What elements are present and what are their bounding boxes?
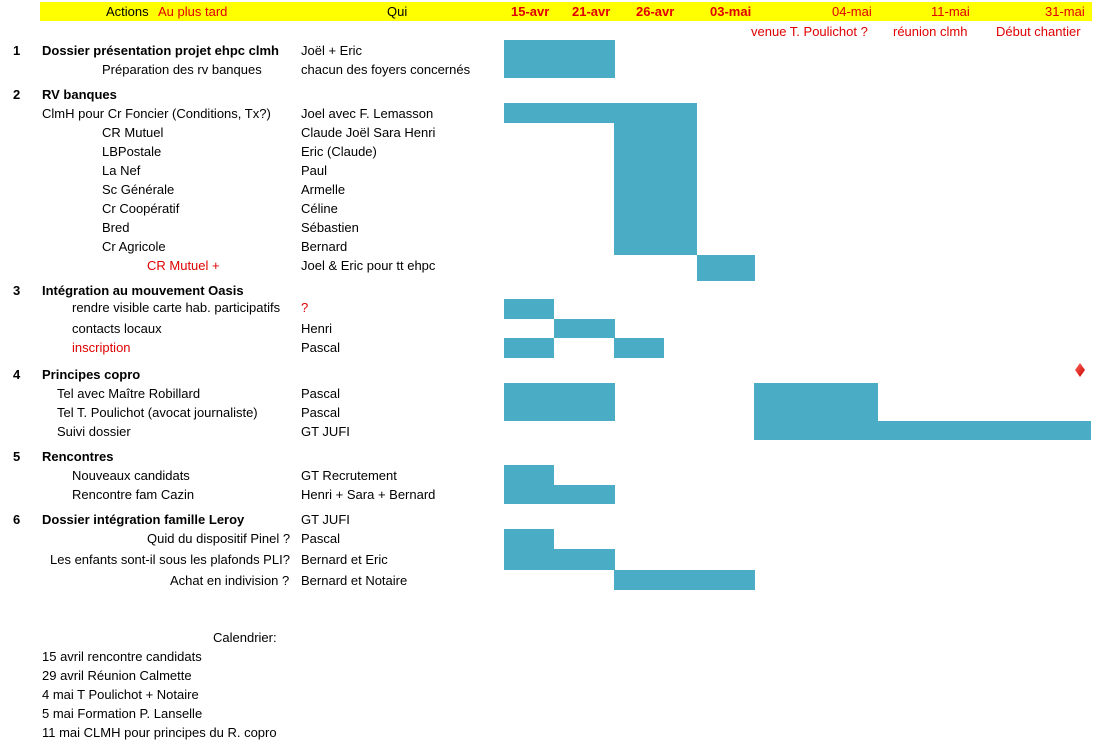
task-label: CR Mutuel +: [147, 258, 220, 273]
calendar-entry: 29 avril Réunion Calmette: [42, 668, 192, 683]
task-owner: Bernard et Eric: [301, 552, 388, 567]
gantt-bar-carte: [504, 299, 554, 319]
header-date-3: 26-avr: [636, 4, 675, 19]
section-number: 3: [13, 283, 21, 298]
red-diamond-icon: [1075, 363, 1085, 377]
task-label: CR Mutuel: [102, 125, 164, 140]
section-number: 2: [13, 87, 21, 102]
event-reunion-clmh: réunion clmh: [893, 24, 968, 39]
task-owner: Henri + Sara + Bernard: [301, 487, 436, 502]
task-owner: GT JUFI: [301, 424, 350, 439]
gantt-bar-section-1: [504, 40, 615, 78]
gantt-bar-cr-mutuel-plus: [697, 255, 755, 281]
calendar-title: Calendrier:: [213, 630, 277, 645]
task-label: ClmH pour Cr Foncier (Conditions, Tx?): [42, 106, 271, 121]
gantt-bar-inscription-1: [504, 338, 554, 358]
header-date-7: 31-mai: [1045, 4, 1085, 19]
task-owner: Pascal: [301, 340, 341, 355]
gantt-bar-cazin: [504, 485, 615, 504]
task-owner: Sébastien: [301, 220, 359, 235]
section-title: Intégration au mouvement Oasis: [42, 283, 244, 298]
gantt-bar-copro-tel: [504, 383, 615, 421]
gantt-bar-pinel: [504, 529, 554, 549]
gantt-bar-indivision: [614, 570, 755, 590]
gantt-bar-candidats: [504, 465, 554, 485]
task-label: Tel T. Poulichot (avocat journaliste): [57, 405, 258, 420]
section-title: Rencontres: [42, 449, 114, 464]
task-label: Quid du dispositif Pinel ?: [147, 531, 291, 546]
task-label: Tel avec Maître Robillard: [57, 386, 201, 401]
task-label: Préparation des rv banques: [102, 62, 262, 77]
gantt-bar-cr-foncier: [504, 103, 697, 123]
task-owner: Eric (Claude): [301, 144, 377, 159]
gantt-bar-suivi-dossier: [754, 421, 1091, 440]
task-owner: Joel avec F. Lemasson: [301, 106, 434, 121]
task-label: Nouveaux candidats: [72, 468, 190, 483]
task-label: inscription: [72, 340, 131, 355]
task-owner: Pascal: [301, 531, 341, 546]
calendar-entry: 15 avril rencontre candidats: [42, 649, 202, 664]
section-number: 5: [13, 449, 21, 464]
task-label: Cr Coopératif: [102, 201, 180, 216]
task-label: Achat en indivision ?: [170, 573, 290, 588]
task-owner: Pascal: [301, 405, 341, 420]
header-date-5: 04-mai: [832, 4, 872, 19]
gantt-bar-inscription-2: [614, 338, 664, 358]
header-actions: Actions: [106, 4, 149, 19]
task-label: rendre visible carte hab. participatifs: [72, 300, 281, 315]
section-number: 4: [13, 367, 21, 382]
task-label: Suivi dossier: [57, 424, 131, 439]
section-owner: GT JUFI: [301, 512, 350, 527]
section-title: Principes copro: [42, 367, 141, 382]
gantt-bar-plafonds: [504, 549, 615, 570]
gantt-bar-copro-may: [754, 383, 878, 421]
task-owner: Pascal: [301, 386, 341, 401]
task-label: La Nef: [102, 163, 141, 178]
section-title: RV banques: [42, 87, 117, 102]
calendar-entry: 11 mai CLMH pour principes du R. copro: [42, 725, 277, 740]
task-owner: chacun des foyers concernés: [301, 62, 471, 77]
header-date-2: 21-avr: [572, 4, 611, 19]
header-date-6: 11-mai: [931, 4, 970, 19]
calendar-entry: 5 mai Formation P. Lanselle: [42, 706, 203, 721]
task-owner: Joel & Eric pour tt ehpc: [301, 258, 436, 273]
task-label: Rencontre fam Cazin: [72, 487, 195, 502]
task-owner: GT Recrutement: [301, 468, 397, 483]
event-debut-chantier: Début chantier: [996, 24, 1081, 39]
header-qui: Qui: [387, 4, 408, 19]
task-owner: Claude Joël Sara Henri: [301, 125, 436, 140]
task-label: Bred: [102, 220, 130, 235]
header-deadline: Au plus tard: [158, 4, 228, 19]
task-label: Sc Générale: [102, 182, 175, 197]
task-owner: Bernard et Notaire: [301, 573, 408, 588]
section-title: Dossier intégration famille Leroy: [42, 512, 245, 527]
task-owner: Armelle: [301, 182, 346, 197]
task-label: LBPostale: [102, 144, 162, 159]
task-label: Les enfants sont-il sous les plafonds PLI?: [50, 552, 290, 567]
gantt-bar-banques: [614, 123, 697, 255]
section-owner: Joël + Eric: [301, 43, 363, 58]
section-title: Dossier présentation projet ehpc clmh: [42, 43, 279, 58]
task-label: Cr Agricole: [102, 239, 166, 254]
calendar-entry: 4 mai T Poulichot + Notaire: [42, 687, 199, 702]
task-owner: Henri: [301, 321, 333, 336]
event-poulichot: venue T. Poulichot ?: [751, 24, 868, 39]
gantt-bar-contacts: [554, 319, 615, 338]
header-date-1: 15-avr: [511, 4, 550, 19]
task-owner: Céline: [301, 201, 338, 216]
task-label: contacts locaux: [72, 321, 162, 336]
task-owner: Bernard: [301, 239, 348, 254]
header-date-4: 03-mai: [710, 4, 752, 19]
section-number: 6: [13, 512, 21, 527]
task-owner: Paul: [301, 163, 328, 178]
section-number: 1: [13, 43, 21, 58]
task-owner: ?: [301, 300, 309, 315]
